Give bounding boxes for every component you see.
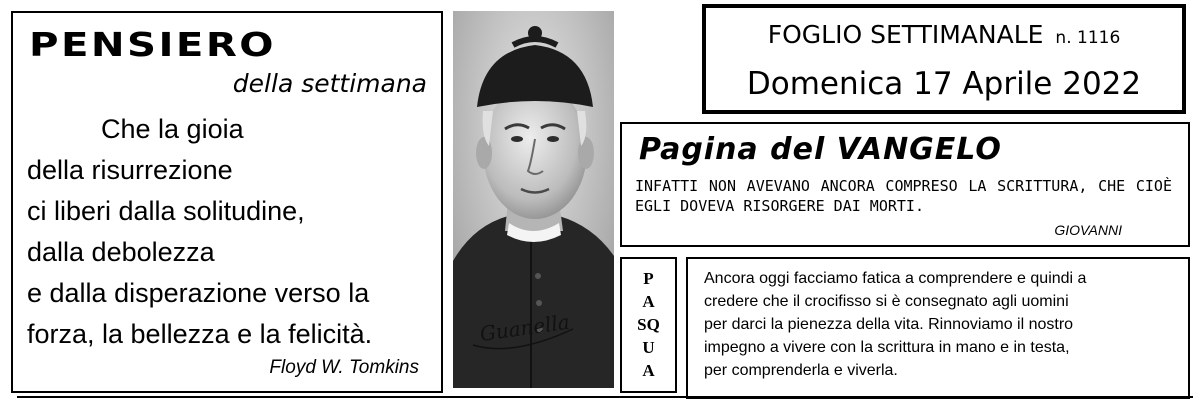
pensiero-line: e dalla disperazione verso la <box>27 278 370 308</box>
masthead-title-row <box>706 20 1182 49</box>
pensiero-author: Floyd W. Tomkins <box>269 357 419 378</box>
vangelo-author: GIOVANNI <box>1054 222 1122 238</box>
pensiero-line: della risurrezione <box>27 155 233 185</box>
masthead-title: FOGLIO SETTIMANALE <box>767 20 1044 49</box>
pensiero-line: forza, la bellezza e la felicità. <box>27 319 373 349</box>
pasqua-vertical-label <box>622 267 675 382</box>
pasqua-letter: A <box>642 292 655 311</box>
pasqua-letter: A <box>642 361 655 380</box>
commento-line: impegno a vivere con la scrittura in mano e in testa, <box>704 339 1070 356</box>
masthead-box <box>702 4 1186 114</box>
commento-line: Ancora oggi facciamo fatica a comprendere e quindi a <box>704 270 1087 287</box>
vangelo-text: INFATTI NON AVEVANO ANCORA COMPRESO LA SCRITTURA, CHE CIOÈ EGLI DOVEVA RISORGERE DAI MORTI. <box>635 177 1172 215</box>
pasqua-box <box>620 257 677 393</box>
vangelo-box <box>620 122 1190 247</box>
pensiero-box <box>11 11 443 393</box>
commento-box <box>686 257 1190 399</box>
bottom-divider <box>17 396 1193 398</box>
commento-line: per comprenderla e viverla. <box>704 362 898 379</box>
portrait-signature: Guanella <box>478 309 572 346</box>
issue-date: Domenica 17 Aprile 2022 <box>746 66 1142 102</box>
commento-line: per darci la pienezza della vita. Rinnoviamo il nostro <box>704 316 1074 333</box>
portrait-photo <box>453 11 614 388</box>
pensiero-line: dalla debolezza <box>27 237 215 267</box>
pensiero-title: PENSIERO <box>29 25 276 64</box>
issue-number: n. 1116 <box>1055 28 1121 48</box>
pasqua-letter: U <box>642 338 655 357</box>
pasqua-letter: P <box>643 269 654 288</box>
pasqua-letter: SQ <box>637 315 660 334</box>
commento-line: credere che il crocifisso si è consegnato agli uomini <box>704 293 1069 310</box>
commento-text <box>704 267 1178 382</box>
portrait-illustration <box>453 11 614 388</box>
pensiero-text <box>27 109 372 355</box>
pensiero-line: Che la gioia <box>101 114 244 144</box>
pensiero-subtitle: della settimana <box>232 69 427 98</box>
pensiero-line: ci liberi dalla solitudine, <box>27 196 305 226</box>
vangelo-title: Pagina del VANGELO <box>639 132 1002 167</box>
